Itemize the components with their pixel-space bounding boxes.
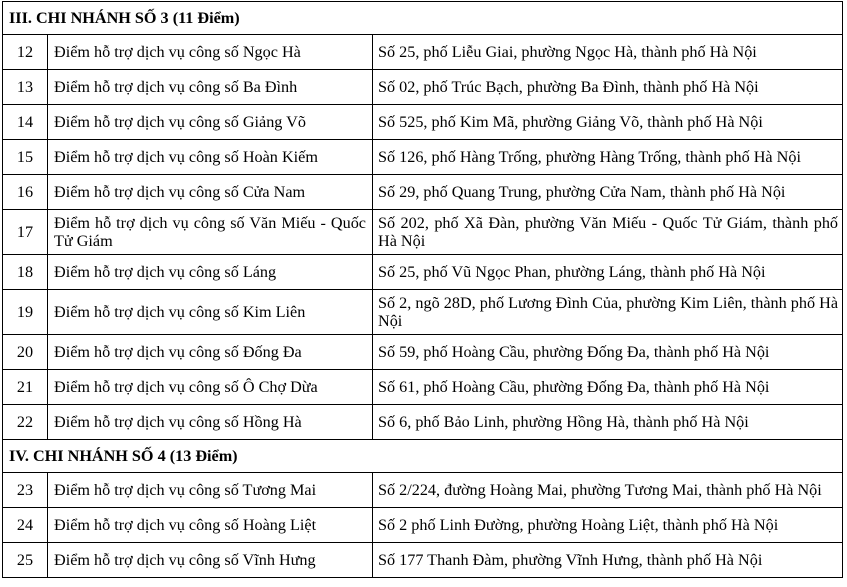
service-point-address: Số 02, phố Trúc Bạch, phường Ba Đình, thành phố Hà Nội	[378, 78, 759, 96]
table-row	[3, 290, 843, 335]
table-row	[3, 105, 843, 140]
service-point-address: Số 2, ngõ 28D, phố Lương Đình Của, phường Kim Liên, thành phố Hà Nội	[378, 294, 839, 330]
service-point-address: Số 25, phố Vũ Ngọc Phan, phường Láng, thành phố Hà Nội	[378, 263, 766, 281]
section-title: III. CHI NHÁNH SỐ 3 (11 Điểm)	[3, 2, 843, 35]
row-number: 12	[3, 35, 48, 70]
row-number: 23	[3, 473, 48, 508]
row-number: 13	[3, 70, 48, 105]
service-point-name: Điểm hỗ trợ dịch vụ công số Đống Đa	[54, 343, 302, 361]
service-point-address: Số 2/224, đường Hoàng Mai, phường Tương Mai, thành phố Hà Nội	[378, 481, 822, 499]
row-number: 15	[3, 140, 48, 175]
service-point-address: Số 6, phố Bảo Linh, phường Hồng Hà, thành phố Hà Nội	[378, 413, 749, 431]
service-point-name: Điểm hỗ trợ dịch vụ công số Văn Miếu - Quốc Tử Giám	[54, 214, 366, 250]
row-number: 24	[3, 508, 48, 543]
service-point-name: Điểm hỗ trợ dịch vụ công số Vĩnh Hưng	[54, 551, 316, 569]
service-point-address: Số 525, phố Kim Mã, phường Giảng Võ, thành phố Hà Nội	[378, 113, 763, 131]
table-row	[3, 335, 843, 370]
service-points-table	[2, 1, 843, 578]
row-number: 22	[3, 405, 48, 440]
service-point-name: Điểm hỗ trợ dịch vụ công số Kim Liên	[54, 303, 306, 321]
row-number: 21	[3, 370, 48, 405]
table-row	[3, 70, 843, 105]
table-row	[3, 210, 843, 255]
table-row	[3, 508, 843, 543]
row-number: 17	[3, 210, 48, 255]
service-point-name: Điểm hỗ trợ dịch vụ công số Hoàng Liệt	[54, 516, 317, 534]
row-number: 25	[3, 543, 48, 578]
service-point-address: Số 126, phố Hàng Trống, phường Hàng Trống, thành phố Hà Nội	[378, 148, 801, 166]
row-number: 19	[3, 290, 48, 335]
section-header	[3, 440, 843, 473]
service-point-address: Số 2 phố Linh Đường, phường Hoàng Liệt, thành phố Hà Nội	[378, 516, 779, 534]
table-row	[3, 175, 843, 210]
service-point-name: Điểm hỗ trợ dịch vụ công số Hồng Hà	[54, 413, 302, 431]
table-row	[3, 140, 843, 175]
table-row	[3, 405, 843, 440]
service-point-name: Điểm hỗ trợ dịch vụ công số Ba Đình	[54, 78, 298, 96]
service-point-address: Số 202, phố Xã Đàn, phường Văn Miếu - Quốc Tử Giám, thành phố Hà Nội	[378, 214, 839, 250]
service-point-address: Số 61, phố Hoàng Cầu, phường Đống Đa, thành phố Hà Nội	[378, 378, 770, 396]
section-title: IV. CHI NHÁNH SỐ 4 (13 Điểm)	[3, 440, 843, 473]
service-point-name: Điểm hỗ trợ dịch vụ công số Ô Chợ Dừa	[54, 378, 318, 396]
service-point-address: Số 177 Thanh Đàm, phường Vĩnh Hưng, thành phố Hà Nội	[378, 551, 763, 569]
table-row	[3, 35, 843, 70]
row-number: 14	[3, 105, 48, 140]
service-point-address: Số 59, phố Hoàng Cầu, phường Đống Đa, thành phố Hà Nội	[378, 343, 770, 361]
table-row	[3, 370, 843, 405]
row-number: 16	[3, 175, 48, 210]
service-point-address: Số 29, phố Quang Trung, phường Cửa Nam, thành phố Hà Nội	[378, 183, 786, 201]
service-point-name: Điểm hỗ trợ dịch vụ công số Tương Mai	[54, 481, 317, 499]
table-row	[3, 543, 843, 578]
service-point-name: Điểm hỗ trợ dịch vụ công số Láng	[54, 263, 277, 281]
service-point-name: Điểm hỗ trợ dịch vụ công số Cửa Nam	[54, 183, 306, 201]
table-row	[3, 473, 843, 508]
table-row	[3, 255, 843, 290]
service-point-name: Điểm hỗ trợ dịch vụ công số Hoàn Kiếm	[54, 148, 318, 166]
row-number: 18	[3, 255, 48, 290]
row-number: 20	[3, 335, 48, 370]
service-point-name: Điểm hỗ trợ dịch vụ công số Ngọc Hà	[54, 43, 301, 61]
service-point-name: Điểm hỗ trợ dịch vụ công số Giảng Võ	[54, 113, 306, 131]
service-point-address: Số 25, phố Liễu Giai, phường Ngọc Hà, thành phố Hà Nội	[378, 43, 757, 61]
section-header	[3, 2, 843, 35]
